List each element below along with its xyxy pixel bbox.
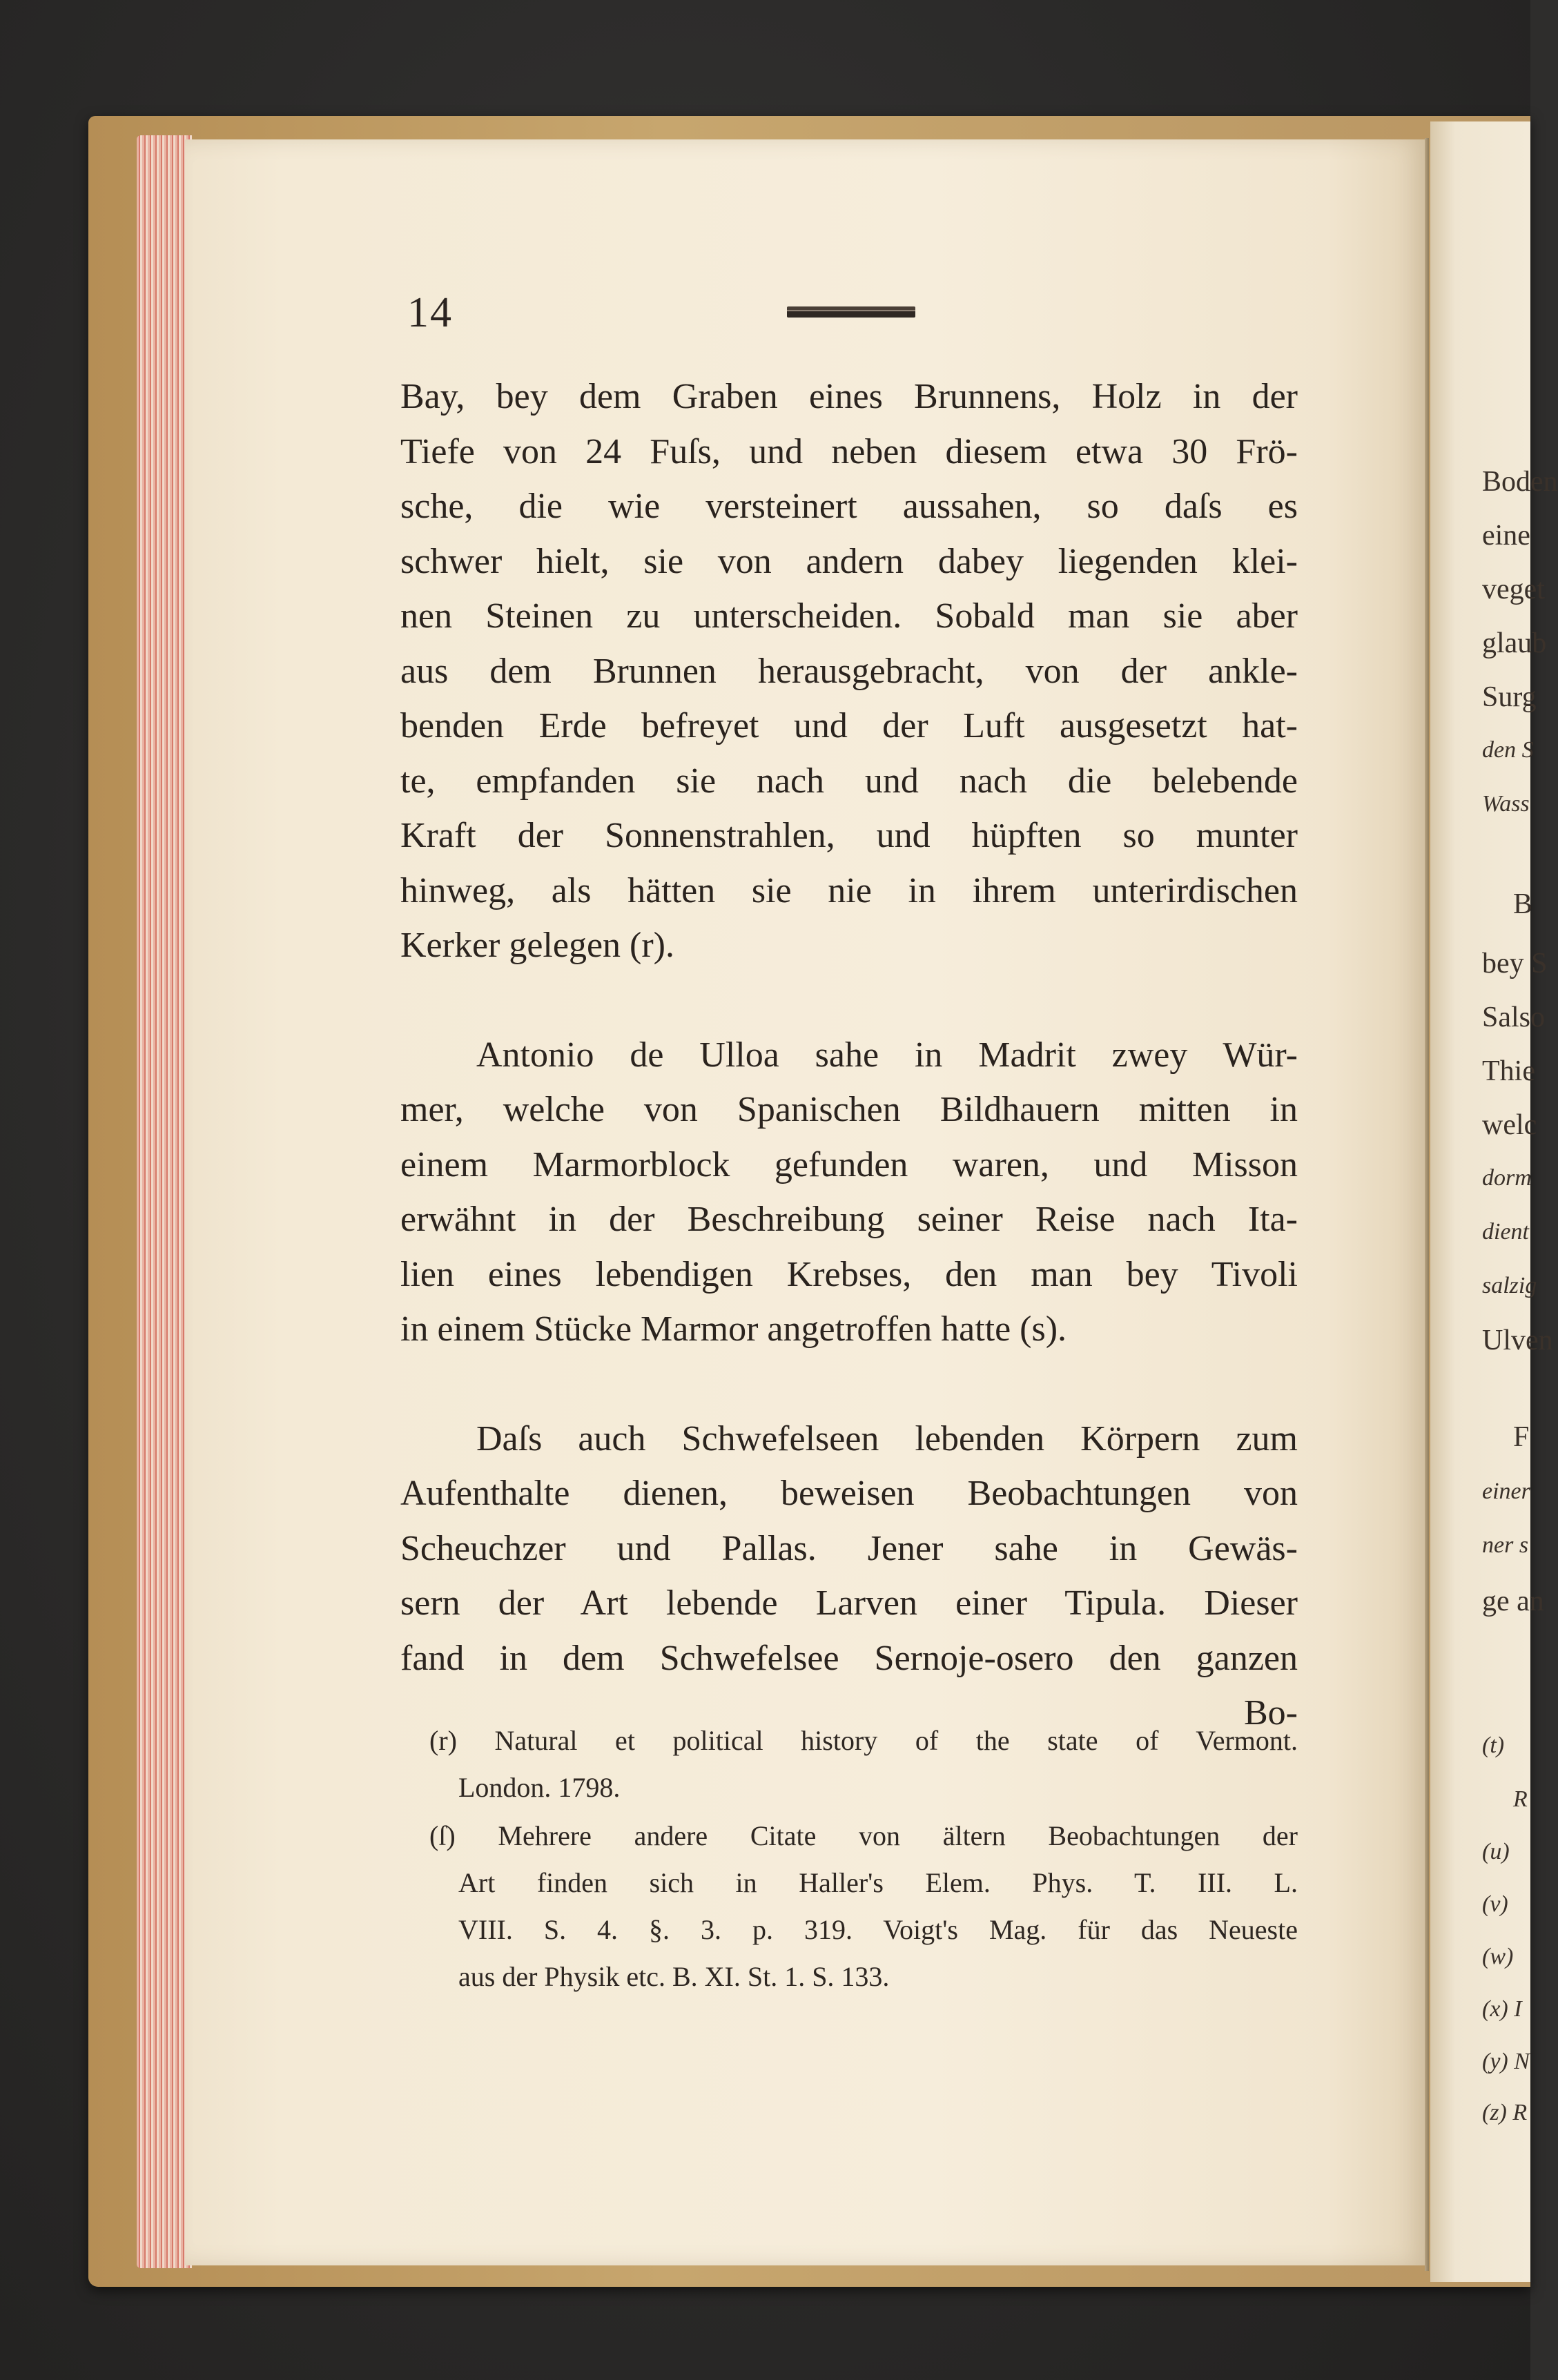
facing-fragment: Boden [1482, 466, 1558, 498]
footnote-line: aus der Physik etc. B. XI. St. 1. S. 133. [458, 1961, 890, 1992]
facing-fragment: den S [1482, 737, 1534, 763]
facing-fragment: veget [1482, 574, 1545, 605]
facing-fragment: Wass [1482, 791, 1530, 817]
facing-fragment: B [1513, 888, 1533, 920]
text-line: Aufenthalte dienen, beweisen Beobachtungen von [400, 1474, 1298, 1513]
paragraph [400, 1028, 1298, 1357]
facing-fragment: (t) [1482, 1733, 1505, 1758]
paragraph [400, 1412, 1298, 1741]
footnote-line: VIII. S. 4. §. 3. p. 319. Voigt's Mag. für das Neueste [458, 1914, 1298, 1945]
facing-fragment: Surg [1482, 681, 1537, 713]
facing-fragment: (w) [1482, 1944, 1514, 1969]
footnote-s [429, 1813, 1298, 2000]
text-line: lien eines lebendigen Krebses, den man bey Tivoli [400, 1254, 1298, 1294]
facing-fragment: (u) [1482, 1839, 1510, 1864]
book-gutter [1425, 138, 1429, 2271]
facing-fragment: einer [1482, 1479, 1530, 1504]
paragraph [400, 369, 1298, 973]
facing-fragment: F [1513, 1421, 1530, 1453]
text-line: einem Marmorblock gefunden waren, und Misson [400, 1144, 1298, 1184]
footnote-r [429, 1717, 1298, 1811]
facing-fragment: salzig [1482, 1273, 1537, 1298]
facing-fragment: eine [1482, 520, 1530, 552]
facing-fragment: Salso [1482, 1002, 1546, 1033]
page-number: 14 [407, 289, 453, 336]
facing-fragment: (y) N [1482, 2049, 1530, 2074]
text-line: Antonio de Ulloa sahe in Madrit zwey Wür- [476, 1035, 1298, 1075]
footnote-line: Art finden sich in Haller's Elem. Phys. T. III. L. [458, 1867, 1298, 1898]
text-line: in einem Stücke Marmor angetroffen hatte (s). [400, 1309, 1067, 1349]
text-line: fand in dem Schwefelsee Sernoje-osero den ganzen [400, 1638, 1298, 1678]
footnotes [429, 1717, 1298, 2002]
page-fore-edge [137, 135, 192, 2268]
facing-fragment: (z) R [1482, 2100, 1528, 2125]
text-line: schwer hielt, sie von andern dabey liegenden klei- [400, 541, 1298, 581]
catchword: Bo- [1244, 1693, 1298, 1733]
header-rule [787, 306, 915, 318]
text-line: nen Steinen zu unterscheiden. Sobald man sie aber [400, 596, 1298, 636]
facing-fragment: ge an [1482, 1586, 1544, 1617]
text-line: benden Erde befreyet und der Luft ausgesetzt hat- [400, 706, 1298, 745]
facing-fragment: (x) I [1482, 1996, 1522, 2022]
facing-fragment: Ulven [1482, 1325, 1553, 1356]
text-line: Bay, bey dem Graben eines Brunnens, Holz in der [400, 377, 1298, 416]
text-line: erwähnt in der Beschreibung seiner Reise nach Ita- [400, 1200, 1298, 1239]
text-line: Kraft der Sonnenstrahlen, und hüpften so munter [400, 816, 1298, 855]
text-line: te, empfanden sie nach und nach die belebende [400, 761, 1298, 801]
facing-fragment: glaub [1482, 627, 1547, 659]
facing-fragment: bey S [1482, 948, 1548, 979]
facing-page-sliver [1430, 121, 1558, 2282]
facing-fragment: welc [1482, 1109, 1537, 1141]
facing-fragment: ner s [1482, 1532, 1529, 1558]
text-line: sche, die wie versteinert aussahen, so daſs es [400, 487, 1298, 526]
text-line: Scheuchzer und Pallas. Jener sahe in Gewäs- [400, 1528, 1298, 1568]
text-line: sern der Art lebende Larven einer Tipula. Dieser [400, 1583, 1298, 1623]
text-line: mer, welche von Spanischen Bildhauern mitten in [400, 1090, 1298, 1129]
footnote-line: (r) Natural et political history of the state of Vermont. [429, 1725, 1298, 1756]
text-line: Daſs auch Schwefelseen lebenden Körpern zum [476, 1418, 1298, 1459]
facing-fragment: (v) [1482, 1891, 1508, 1917]
facing-fragment: Thie [1482, 1055, 1535, 1087]
text-line: hinweg, als hätten sie nie in ihrem unterirdischen [400, 870, 1298, 910]
footnote-line: London. 1798. [458, 1772, 621, 1803]
facing-fragment: dient [1482, 1219, 1529, 1245]
body-text [400, 369, 1298, 1741]
facing-fragment: dorm [1482, 1165, 1532, 1191]
footnote-line: (ſ) Mehrere andere Citate von ältern Beobachtungen der [429, 1820, 1298, 1851]
text-line: Tiefe von 24 Fuſs, und neben diesem etwa 30 Frö- [400, 431, 1298, 471]
facing-fragment: R [1513, 1786, 1528, 1812]
text-line: aus dem Brunnen herausgebracht, von der ankle- [400, 651, 1298, 691]
text-line: Kerker gelegen (r). [400, 926, 674, 965]
